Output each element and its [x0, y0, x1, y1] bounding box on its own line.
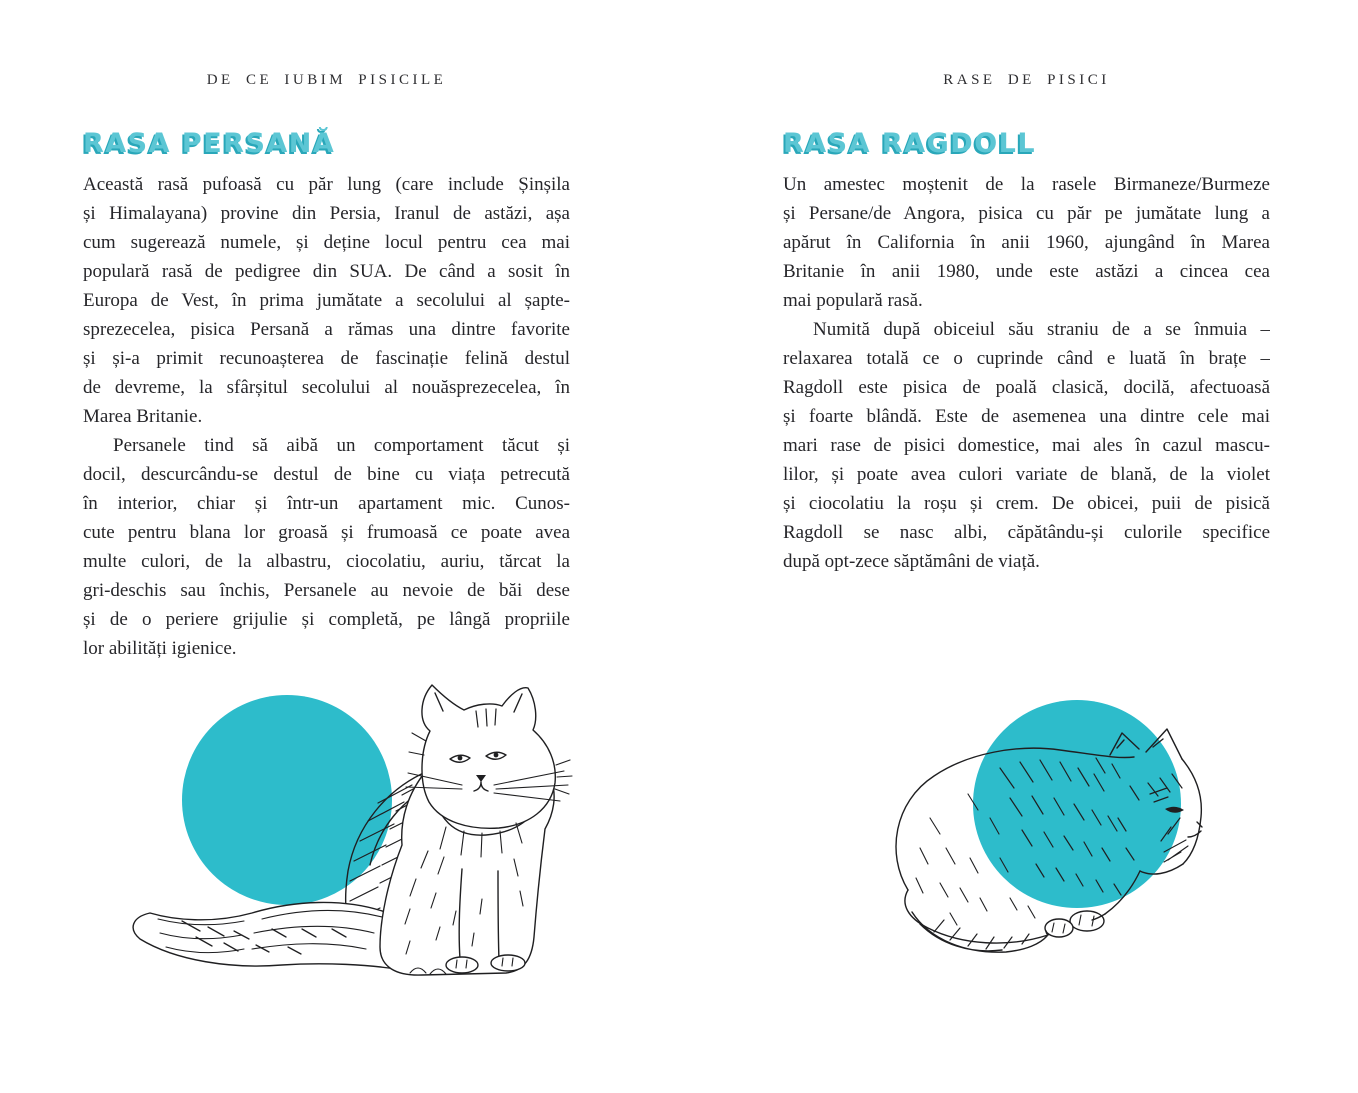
text-line: Europa de Vest, în prima jumătate a secolului al șapte-	[83, 290, 570, 311]
text-line: și de o periere grijulie și completă, pe lângă propriile	[83, 609, 570, 630]
text-line: cum sugerează numele, și deține locul pentru cea mai	[83, 232, 570, 253]
right-page	[783, 0, 1270, 1093]
text-line: și Persane/de Angora, pisica cu păr pe jumătate lung a	[783, 203, 1270, 224]
text-line: Marea Britanie.	[83, 406, 203, 427]
text-line: relaxarea totală ce o cuprinde când e luată în brațe –	[783, 348, 1270, 369]
text-line: lilor, și poate avea culori variate de blană, de la violet	[783, 464, 1270, 485]
text-line: cute pentru blana lor groasă și frumoasă ce poate avea	[83, 522, 570, 543]
section-heading-persana: RASA PERSANĂ	[83, 128, 336, 159]
paragraph	[83, 170, 570, 431]
text-line: sprezecelea, pisica Persană a rămas una dintre favorite	[83, 319, 570, 340]
running-head-right: RASE DE PISICI	[943, 72, 1110, 88]
text-line: populară rasă de pedigree din SUA. De când a sosit în	[83, 261, 570, 282]
text-line: și ciocolatiu la roșu și crem. De obicei, puii de pisică	[783, 493, 1270, 514]
text-line: și foarte blândă. Este de asemenea una dintre cele mai	[783, 406, 1270, 427]
left-page	[83, 0, 570, 1093]
persian-cat-illustration	[110, 675, 585, 985]
text-line: în interior, chiar și într-un apartament mic. Cunos-	[83, 493, 570, 514]
text-line: Britanie în anii 1980, unde este astăzi a cincea cea	[783, 261, 1270, 282]
text-line: după opt-zece săptămâni de viață.	[783, 551, 1040, 572]
text-line: și și-a primit recunoașterea de fascinație felină destul	[83, 348, 570, 369]
text-line: și Himalayana) provine din Persia, Iranul de astăzi, așa	[83, 203, 570, 224]
section-heading-ragdoll: RASA RAGDOLL	[783, 128, 1037, 159]
paragraph	[783, 315, 1270, 576]
text-line: de devreme, la sfârșitul secolului al nouăsprezecelea, în	[83, 377, 570, 398]
accent-circle	[182, 695, 392, 905]
text-line: Un amestec moștenit de la rasele Birmaneze/Burmeze	[783, 174, 1270, 195]
text-line: mari rase de pisici domestice, mai ales în cazul mascu-	[783, 435, 1270, 456]
text-line: Ragdoll este pisica de poală clasică, docilă, afectuoasă	[783, 377, 1270, 398]
text-line: docil, descurcându-se destul de bine cu viața petrecută	[83, 464, 570, 485]
running-head-left: DE CE IUBIM PISICILE	[206, 72, 447, 88]
text-line: gri-deschis sau închis, Persanele au nevoie de băi dese	[83, 580, 570, 601]
body-text-left	[83, 170, 570, 663]
paragraph	[783, 170, 1270, 315]
text-line: mai populară rasă.	[783, 290, 923, 311]
text-line: Persanele tind să aibă un comportament tăcut și	[113, 435, 570, 456]
text-line: lor abilități igienice.	[83, 638, 237, 659]
text-line: apărut în California în anii 1960, ajungând în Marea	[783, 232, 1270, 253]
text-line: Numită după obiceiul său straniu de a se înmuia –	[813, 319, 1270, 340]
ragdoll-cat-illustration	[850, 698, 1250, 978]
text-line: Ragdoll se nasc albi, căpătându-și culorile specifice	[783, 522, 1270, 543]
body-text-right	[783, 170, 1270, 576]
paragraph	[83, 431, 570, 663]
text-line: Această rasă pufoasă cu păr lung (care include Șinșila	[83, 174, 570, 195]
text-line: multe culori, de la albastru, ciocolatiu, auriu, tărcat la	[83, 551, 570, 572]
